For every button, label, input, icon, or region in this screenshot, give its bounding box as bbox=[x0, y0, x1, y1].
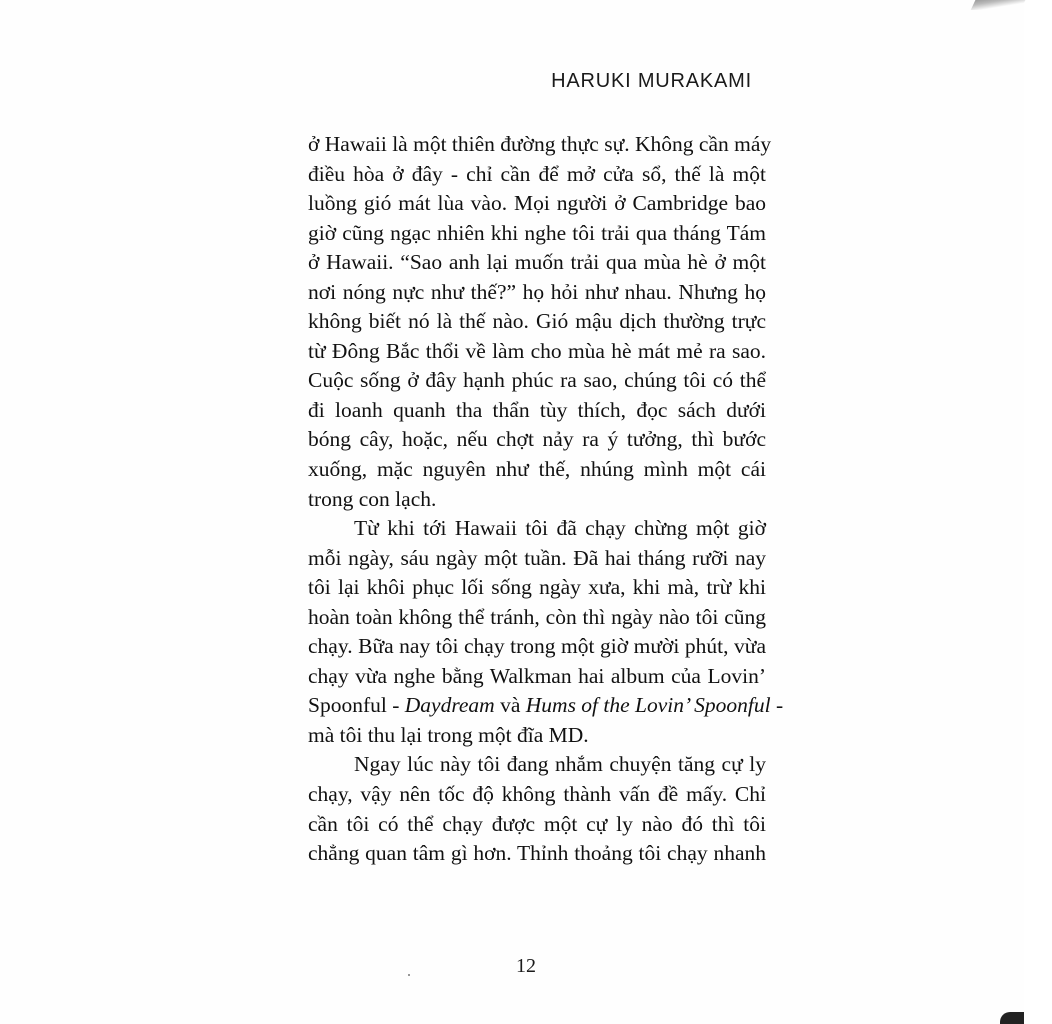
running-head-author: HARUKI MURAKAMI bbox=[551, 70, 752, 92]
text-line: đi loanh quanh tha thẩn tùy thích, đọc sách dưới bbox=[308, 397, 766, 422]
text-line: tôi lại khôi phục lối sống ngày xưa, khi mà, trừ khi bbox=[308, 575, 766, 600]
text-line: ở Hawaii. “Sao anh lại muốn trải qua mùa hè ở một bbox=[308, 250, 766, 275]
text-line: hoàn toàn không thể tránh, còn thì ngày nào tôi cũng bbox=[308, 604, 766, 629]
paragraph-3 bbox=[308, 750, 766, 868]
text-line: chạy. Bữa nay tôi chạy trong một giờ mười phút, vừa bbox=[308, 634, 766, 659]
album-title: Hums of the Lovin’ Spoonful bbox=[525, 693, 771, 718]
text-line: chẳng quan tâm gì hơn. Thỉnh thoảng tôi chạy nhanh bbox=[308, 841, 766, 866]
text-line: Spoonful - Daydream và Hums of the Lovin’ Spoonful - bbox=[308, 693, 784, 718]
text-line: Cuộc sống ở đây hạnh phúc ra sao, chúng tôi có thể bbox=[308, 368, 766, 393]
text-line: chạy, vậy nên tốc độ không thành vấn đề mấy. Chỉ bbox=[308, 782, 766, 807]
text-line: Từ khi tới Hawaii tôi đã chạy chừng một giờ bbox=[354, 516, 766, 541]
text-line: giờ cũng ngạc nhiên khi nghe tôi trải qua tháng Tám bbox=[308, 220, 766, 245]
body-text bbox=[308, 130, 784, 869]
text-line: trong con lạch. bbox=[308, 486, 437, 511]
text-line: điều hòa ở đây - chỉ cần để mở cửa sổ, thế là một bbox=[308, 161, 766, 186]
text-line: nơi nóng nực như thế?” họ hỏi như nhau. Nhưng họ bbox=[308, 279, 766, 304]
text-line: xuống, mặc nguyên như thế, nhúng mình một cái bbox=[308, 457, 766, 482]
paragraph-2 bbox=[308, 514, 784, 750]
text-line: từ Đông Bắc thổi về làm cho mùa hè mát mẻ ra sao. bbox=[308, 338, 766, 363]
paragraph-1 bbox=[308, 130, 772, 514]
page-number: 12 bbox=[516, 955, 536, 977]
text-line: mỗi ngày, sáu ngày một tuần. Đã hai tháng rưỡi nay bbox=[308, 545, 766, 570]
text-line: luồng gió mát lùa vào. Mọi người ở Cambridge bao bbox=[308, 191, 766, 216]
page-corner-dark bbox=[1000, 1012, 1024, 1024]
text-line: chạy vừa nghe bằng Walkman hai album của Lovin’ bbox=[308, 663, 766, 688]
text-line: mà tôi thu lại trong một đĩa MD. bbox=[308, 722, 589, 747]
text-line: bóng cây, hoặc, nếu chợt nảy ra ý tưởng, thì bước bbox=[308, 427, 766, 452]
text-line: không biết nó là thế nào. Gió mậu dịch thường trực bbox=[308, 309, 766, 334]
page-corner-shadow bbox=[971, 0, 1028, 10]
album-title: Daydream bbox=[404, 693, 495, 718]
text-line: cần tôi có thể chạy được một cự ly nào đó thì tôi bbox=[308, 811, 766, 836]
text-line: ở Hawaii là một thiên đường thực sự. Không cần máy bbox=[308, 132, 772, 156]
text-line: Ngay lúc này tôi đang nhắm chuyện tăng cự ly bbox=[354, 752, 766, 777]
